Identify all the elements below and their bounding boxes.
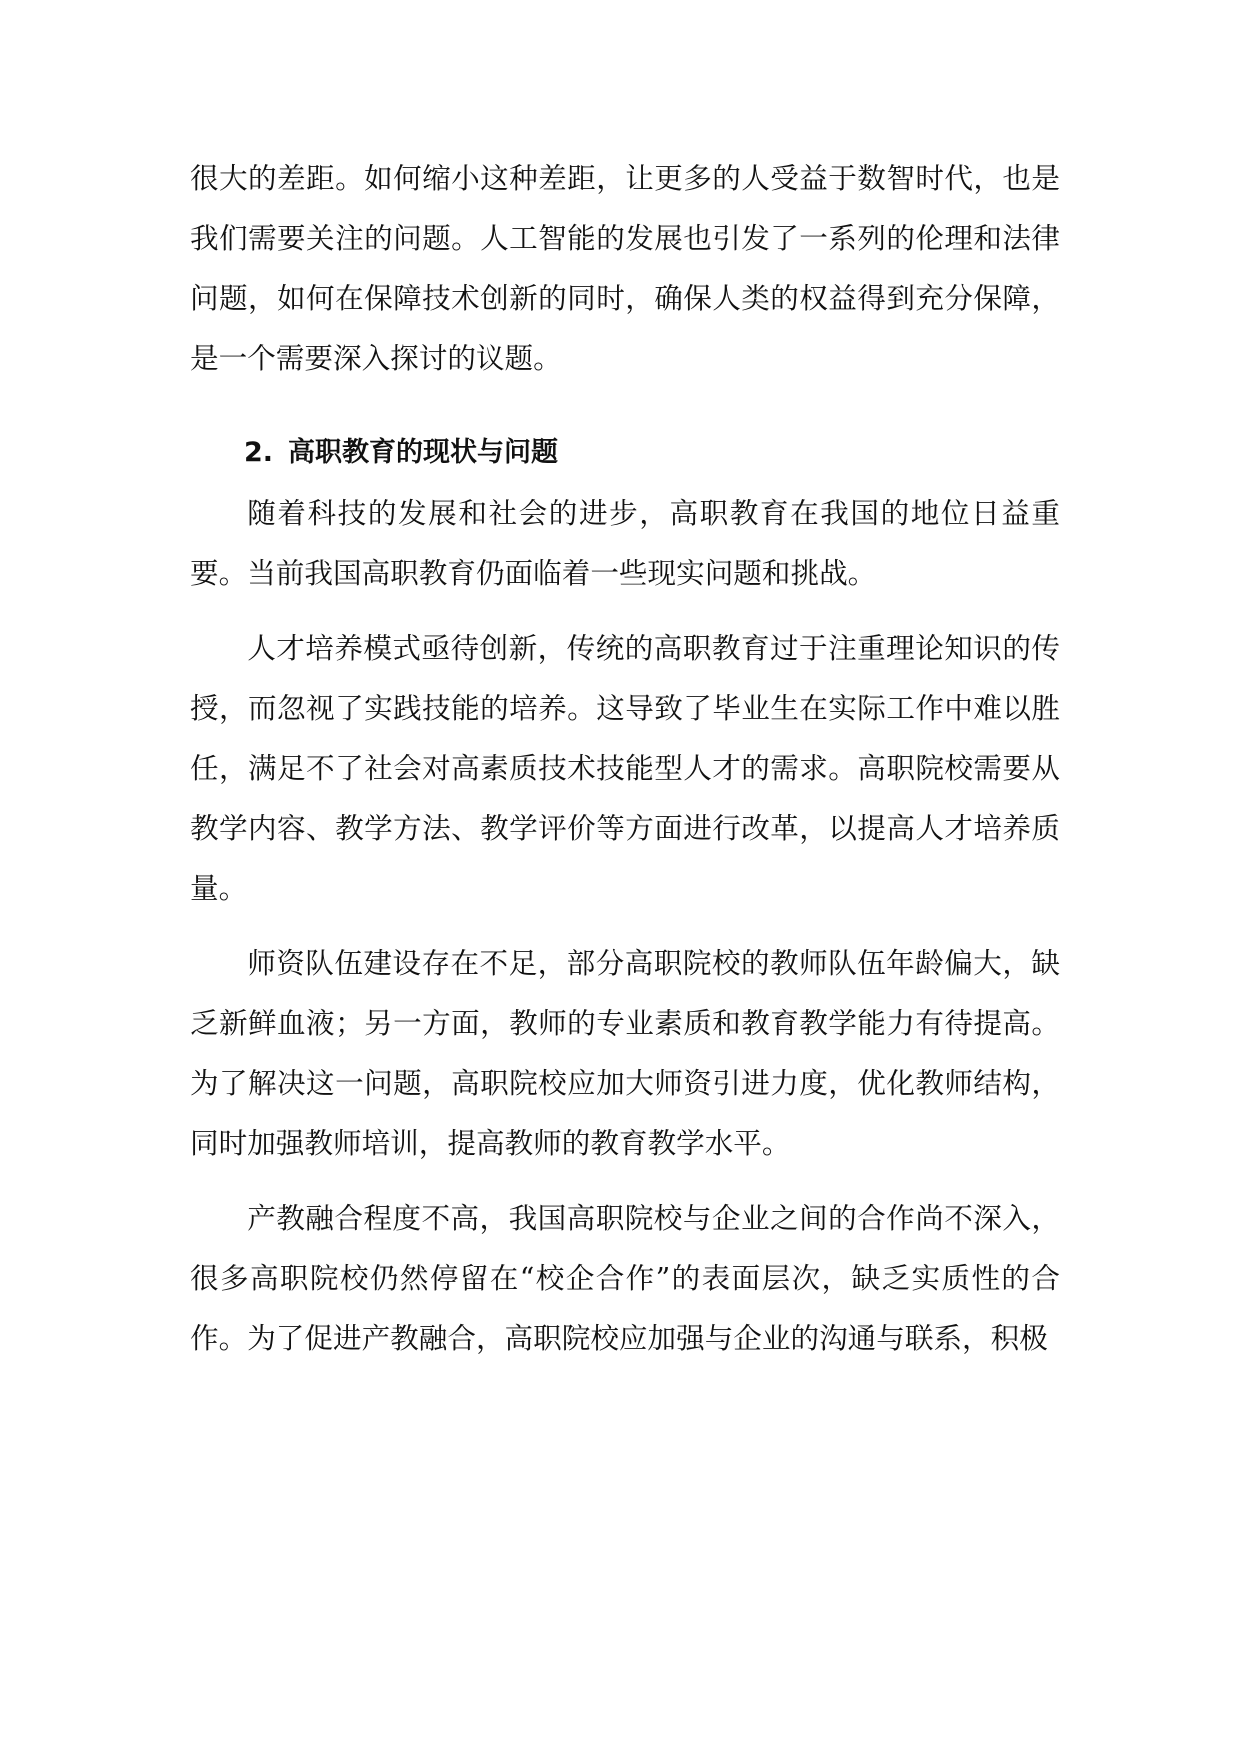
section-number: 2. <box>244 437 274 468</box>
section-title: 高职教育的现状与问题 <box>288 437 558 468</box>
paragraph-talent-cultivation: 人才培养模式亟待创新，传统的高职教育过于注重理论知识的传授，而忽视了实践技能的培养。这导致了毕业生在实际工作中难以胜任，满足不了社会对高素质技术技能型人才的需求。高职院校需要从教学内容、教学方法、教学评价等方面进行改革，以提高人才培养质量。 <box>190 631 1060 905</box>
document-body <box>190 148 1060 1368</box>
paragraph-faculty: 师资队伍建设存在不足，部分高职院校的教师队伍年龄偏大，缺乏新鲜血液；另一方面，教师的专业素质和教育教学能力有待提高。为了解决这一问题，高职院校应加大师资引进力度，优化教师结构，同时加强教师培训，提高教师的教育教学水平。 <box>190 946 1060 1160</box>
paragraph-industry-integration: 产教融合程度不高，我国高职院校与企业之间的合作尚不深入，很多高职院校仍然停留在“校企合作”的表面层次，缺乏实质性的合作。为了促进产教融合，高职院校应加强与企业的沟通与联系，积极 <box>190 1201 1060 1355</box>
paragraph-intro: 随着科技的发展和社会的进步，高职教育在我国的地位日益重要。当前我国高职教育仍面临着一些现实问题和挑战。 <box>190 496 1060 590</box>
paragraph-continued: 很大的差距。如何缩小这种差距，让更多的人受益于数智时代，也是我们需要关注的问题。人工智能的发展也引发了一系列的伦理和法律问题，如何在保障技术创新的同时，确保人类的权益得到充分保障，是一个需要深入探讨的议题。 <box>190 161 1060 375</box>
section-heading <box>190 423 1060 483</box>
